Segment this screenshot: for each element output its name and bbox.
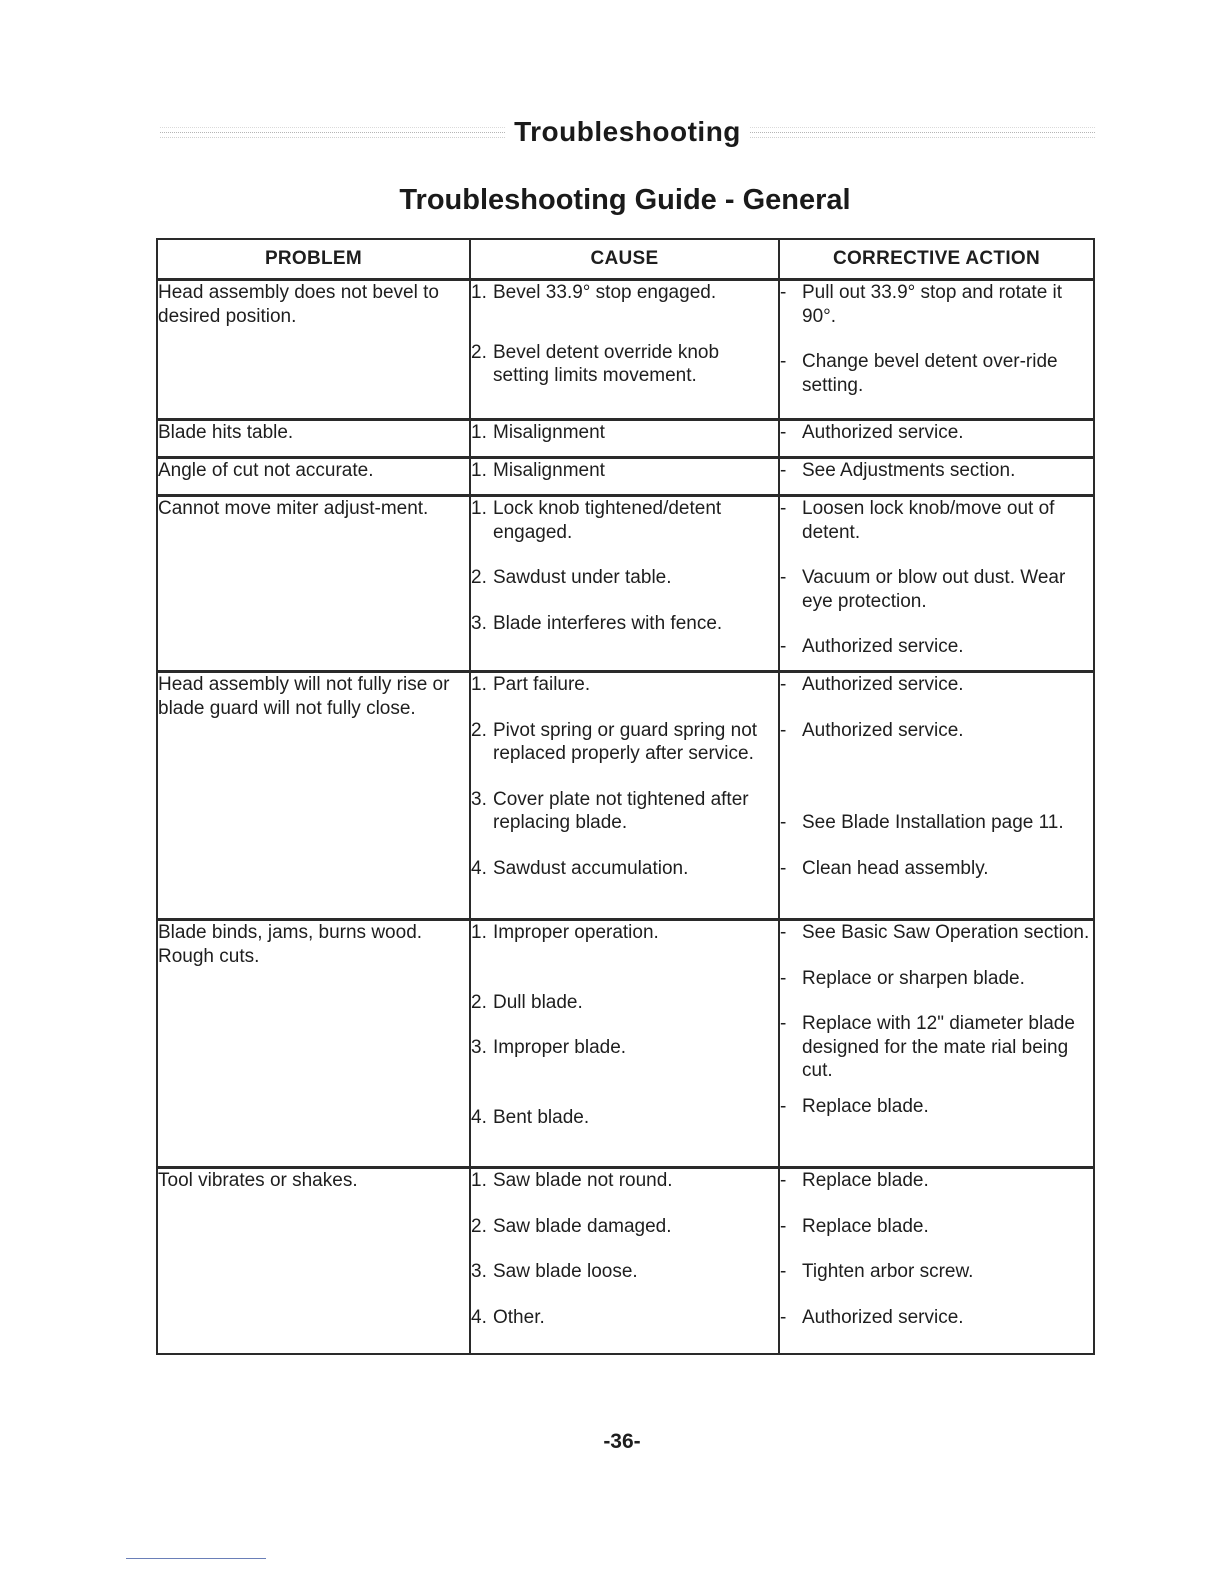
cause-item: 4. Bent blade. (471, 1106, 590, 1128)
action-item: - Replace blade. (780, 1170, 929, 1191)
problem-cell: Blade hits table. (157, 420, 470, 458)
action-item: - Replace blade. (780, 1095, 929, 1117)
corrective-action-cell (779, 672, 1094, 920)
corrective-action-cell (779, 496, 1094, 672)
cause-cell (470, 458, 779, 496)
cause-item: 3. Improper blade. (471, 1037, 627, 1058)
column-header-cause: CAUSE (470, 239, 779, 280)
cause-cell (470, 920, 779, 1168)
action-item: - Authorized service. (780, 422, 964, 443)
cause-item: 1. Part failure. (471, 674, 591, 695)
corrective-action-cell (779, 1168, 1094, 1354)
table-header-row (157, 239, 1094, 280)
cause-item: 2. Saw blade damaged. (471, 1215, 672, 1237)
cause-item: 1. Misalignment (471, 422, 605, 443)
cause-cell (470, 496, 779, 672)
guide-title: Troubleshooting Guide - General (399, 184, 851, 216)
problem-cell: Tool vibrates or shakes. (157, 1168, 470, 1354)
corrective-action-cell (779, 920, 1094, 1168)
problem-cell: Head assembly does not bevel to desired position. (157, 280, 470, 420)
action-item: - Authorized service. (780, 674, 964, 695)
column-header-corrective-action: CORRECTIVE ACTION (779, 239, 1094, 280)
table-row (157, 496, 1094, 672)
table-row (157, 1168, 1094, 1354)
section-title: Troubleshooting (506, 116, 749, 147)
cause-item: 1. Misalignment (471, 460, 605, 481)
cause-item: 4. Other. (471, 1306, 545, 1328)
cause-item: 3. Cover plate not tightened after replacing blade. (471, 788, 749, 833)
action-item: - Change bevel detent over-ride setting. (780, 351, 1058, 396)
corrective-action-cell (779, 280, 1094, 420)
cause-cell (470, 420, 779, 458)
action-item: - Authorized service. (780, 1306, 964, 1328)
cause-cell (470, 280, 779, 420)
problem-cell: Blade binds, jams, burns wood. Rough cuts. (157, 920, 470, 1168)
table-row (157, 458, 1094, 496)
corrective-action-cell (779, 420, 1094, 458)
action-item: - See Basic Saw Operation section. (780, 922, 1090, 943)
footer-rule (126, 1558, 266, 1559)
cause-cell (470, 672, 779, 920)
cause-item: 1. Lock knob tightened/detent engaged. (471, 498, 722, 543)
column-header-problem: PROBLEM (157, 239, 470, 280)
cause-item: 2. Pivot spring or guard spring not replaced properly after service. (471, 719, 758, 764)
problem-cell: Angle of cut not accurate. (157, 458, 470, 496)
action-item: - Clean head assembly. (780, 857, 989, 879)
table-row (157, 280, 1094, 420)
action-item: - Pull out 33.9° stop and rotate it 90°. (780, 282, 1063, 327)
table-row (157, 420, 1094, 458)
table-row (157, 672, 1094, 920)
cause-item: 3. Blade interferes with fence. (471, 612, 723, 634)
cause-item: 4. Sawdust accumulation. (471, 857, 689, 879)
problem-cell: Cannot move miter adjust-ment. (157, 496, 470, 672)
action-item: - Authorized service. (780, 636, 964, 657)
problem-cell: Head assembly will not fully rise or blade guard will not fully close. (157, 672, 470, 920)
corrective-action-cell (779, 458, 1094, 496)
cause-item: 1. Improper operation. (471, 922, 659, 943)
cause-item: 2. Sawdust under table. (471, 567, 672, 588)
action-item: - Loosen lock knob/move out of detent. (780, 498, 1055, 543)
cause-item: 2. Dull blade. (471, 991, 583, 1013)
cause-item: 3. Saw blade loose. (471, 1261, 638, 1282)
troubleshooting-table (156, 238, 1095, 1355)
page-number: -36- (603, 1430, 641, 1453)
action-item: - See Blade Installation page 11. (780, 812, 1064, 833)
action-item: - Replace blade. (780, 1215, 929, 1237)
action-item: - See Adjustments section. (780, 460, 1016, 481)
cause-item: 2. Bevel detent override knob setting limits movement. (471, 341, 720, 386)
table-row (157, 920, 1094, 1168)
action-item: - Authorized service. (780, 719, 964, 741)
cause-item: 1. Bevel 33.9° stop engaged. (471, 282, 717, 303)
action-item: - Replace with 12" diameter blade designed for the mate rial being cut. (780, 1013, 1075, 1081)
cause-cell (470, 1168, 779, 1354)
action-item: - Replace or sharpen blade. (780, 967, 1025, 989)
action-item: - Vacuum or blow out dust. Wear eye protection. (780, 567, 1066, 612)
section-header-band (160, 112, 1095, 156)
cause-item: 1. Saw blade not round. (471, 1170, 673, 1191)
action-item: - Tighten arbor screw. (780, 1261, 974, 1282)
